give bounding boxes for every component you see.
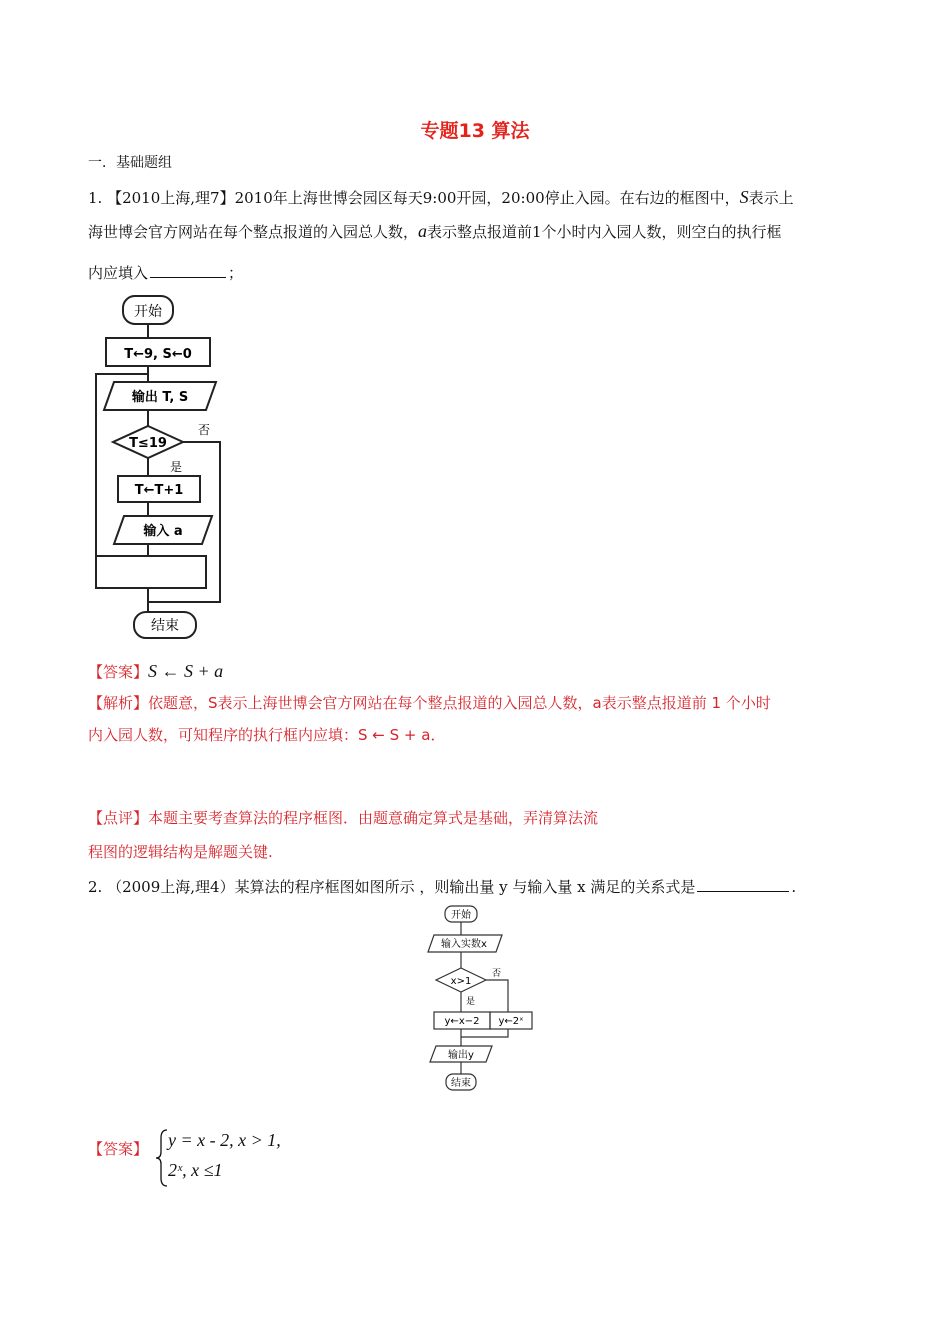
fc2-right: y←2ˣ [498, 1016, 524, 1027]
fc1-output: 输出 T, S [131, 390, 189, 405]
brace-icon [155, 1128, 169, 1188]
q2-answer-label: 【答案】 [88, 1140, 149, 1158]
page-title: 专题13 算法 [420, 120, 530, 142]
fc1-init: T←9, S←0 [124, 347, 192, 362]
fc1-no: 否 [198, 423, 211, 437]
fc2-cond: x>1 [450, 976, 472, 987]
fc1-inc: T←T+1 [134, 483, 184, 498]
fc1-yes: 是 [170, 460, 183, 474]
q2-text: 2. （2009上海,理4）某算法的程序框图如图所示 ，则输出量 y 与输入量 x 满足的关系式是 . [88, 878, 797, 896]
fc2-left: y←x−2 [444, 1016, 480, 1027]
q1-line2: 海世博会官方网站在每个整点报道的入园总人数，a表示整点报道前1个小时内入园人数，则空白的执行框 [88, 221, 782, 241]
q1-answer: 【答案】S ← S + a [88, 661, 224, 681]
answer-blank-2 [697, 891, 789, 892]
fc2-no: 否 [492, 969, 502, 979]
fc2-output: 输出y [448, 1050, 474, 1061]
flowchart-2 [420, 900, 540, 1095]
fc1-start: 开始 [134, 304, 162, 320]
q1-comment-line1: 【点评】本题主要考查算法的程序框图．由题意确定算式是基础，弄清算法流 [88, 809, 599, 827]
fc1-end: 结束 [151, 618, 179, 634]
fc2-yes: 是 [466, 997, 476, 1007]
q1-analysis-line1: 【解析】依题意，S表示上海世博会官方网站在每个整点报道的入园总人数，a表示整点报道前 1 个小时 [88, 694, 771, 712]
q1-line3: 内应填入 ； [88, 264, 244, 282]
answer-blank [150, 277, 226, 278]
fc2-input: 输入实数x [441, 939, 487, 950]
fc2-end: 结束 [451, 1078, 471, 1089]
q2-case-2: 2ˣ, x ≤1 [168, 1160, 223, 1180]
flowchart-1 [88, 290, 238, 645]
q1-analysis-line2: 内入园人数，可知程序的执行框内应填：S ← S + a． [88, 726, 446, 744]
fc1-blank-box [96, 556, 206, 588]
fc2-start: 开始 [451, 910, 471, 921]
q1-comment-line2: 程图的逻辑结构是解题关键. [88, 843, 273, 861]
q1-line1: 1. 【2010上海,理7】2010年上海世博会园区每天9:00开园，20:00停止入园。在右边的框图中，S表示上 [88, 187, 794, 207]
fc1-input: 输入 a [143, 524, 183, 539]
fc1-cond: T≤19 [129, 436, 167, 451]
section-heading: 一．基础题组 [88, 155, 172, 171]
q2-case-1: y = x - 2, x > 1, [168, 1130, 281, 1150]
